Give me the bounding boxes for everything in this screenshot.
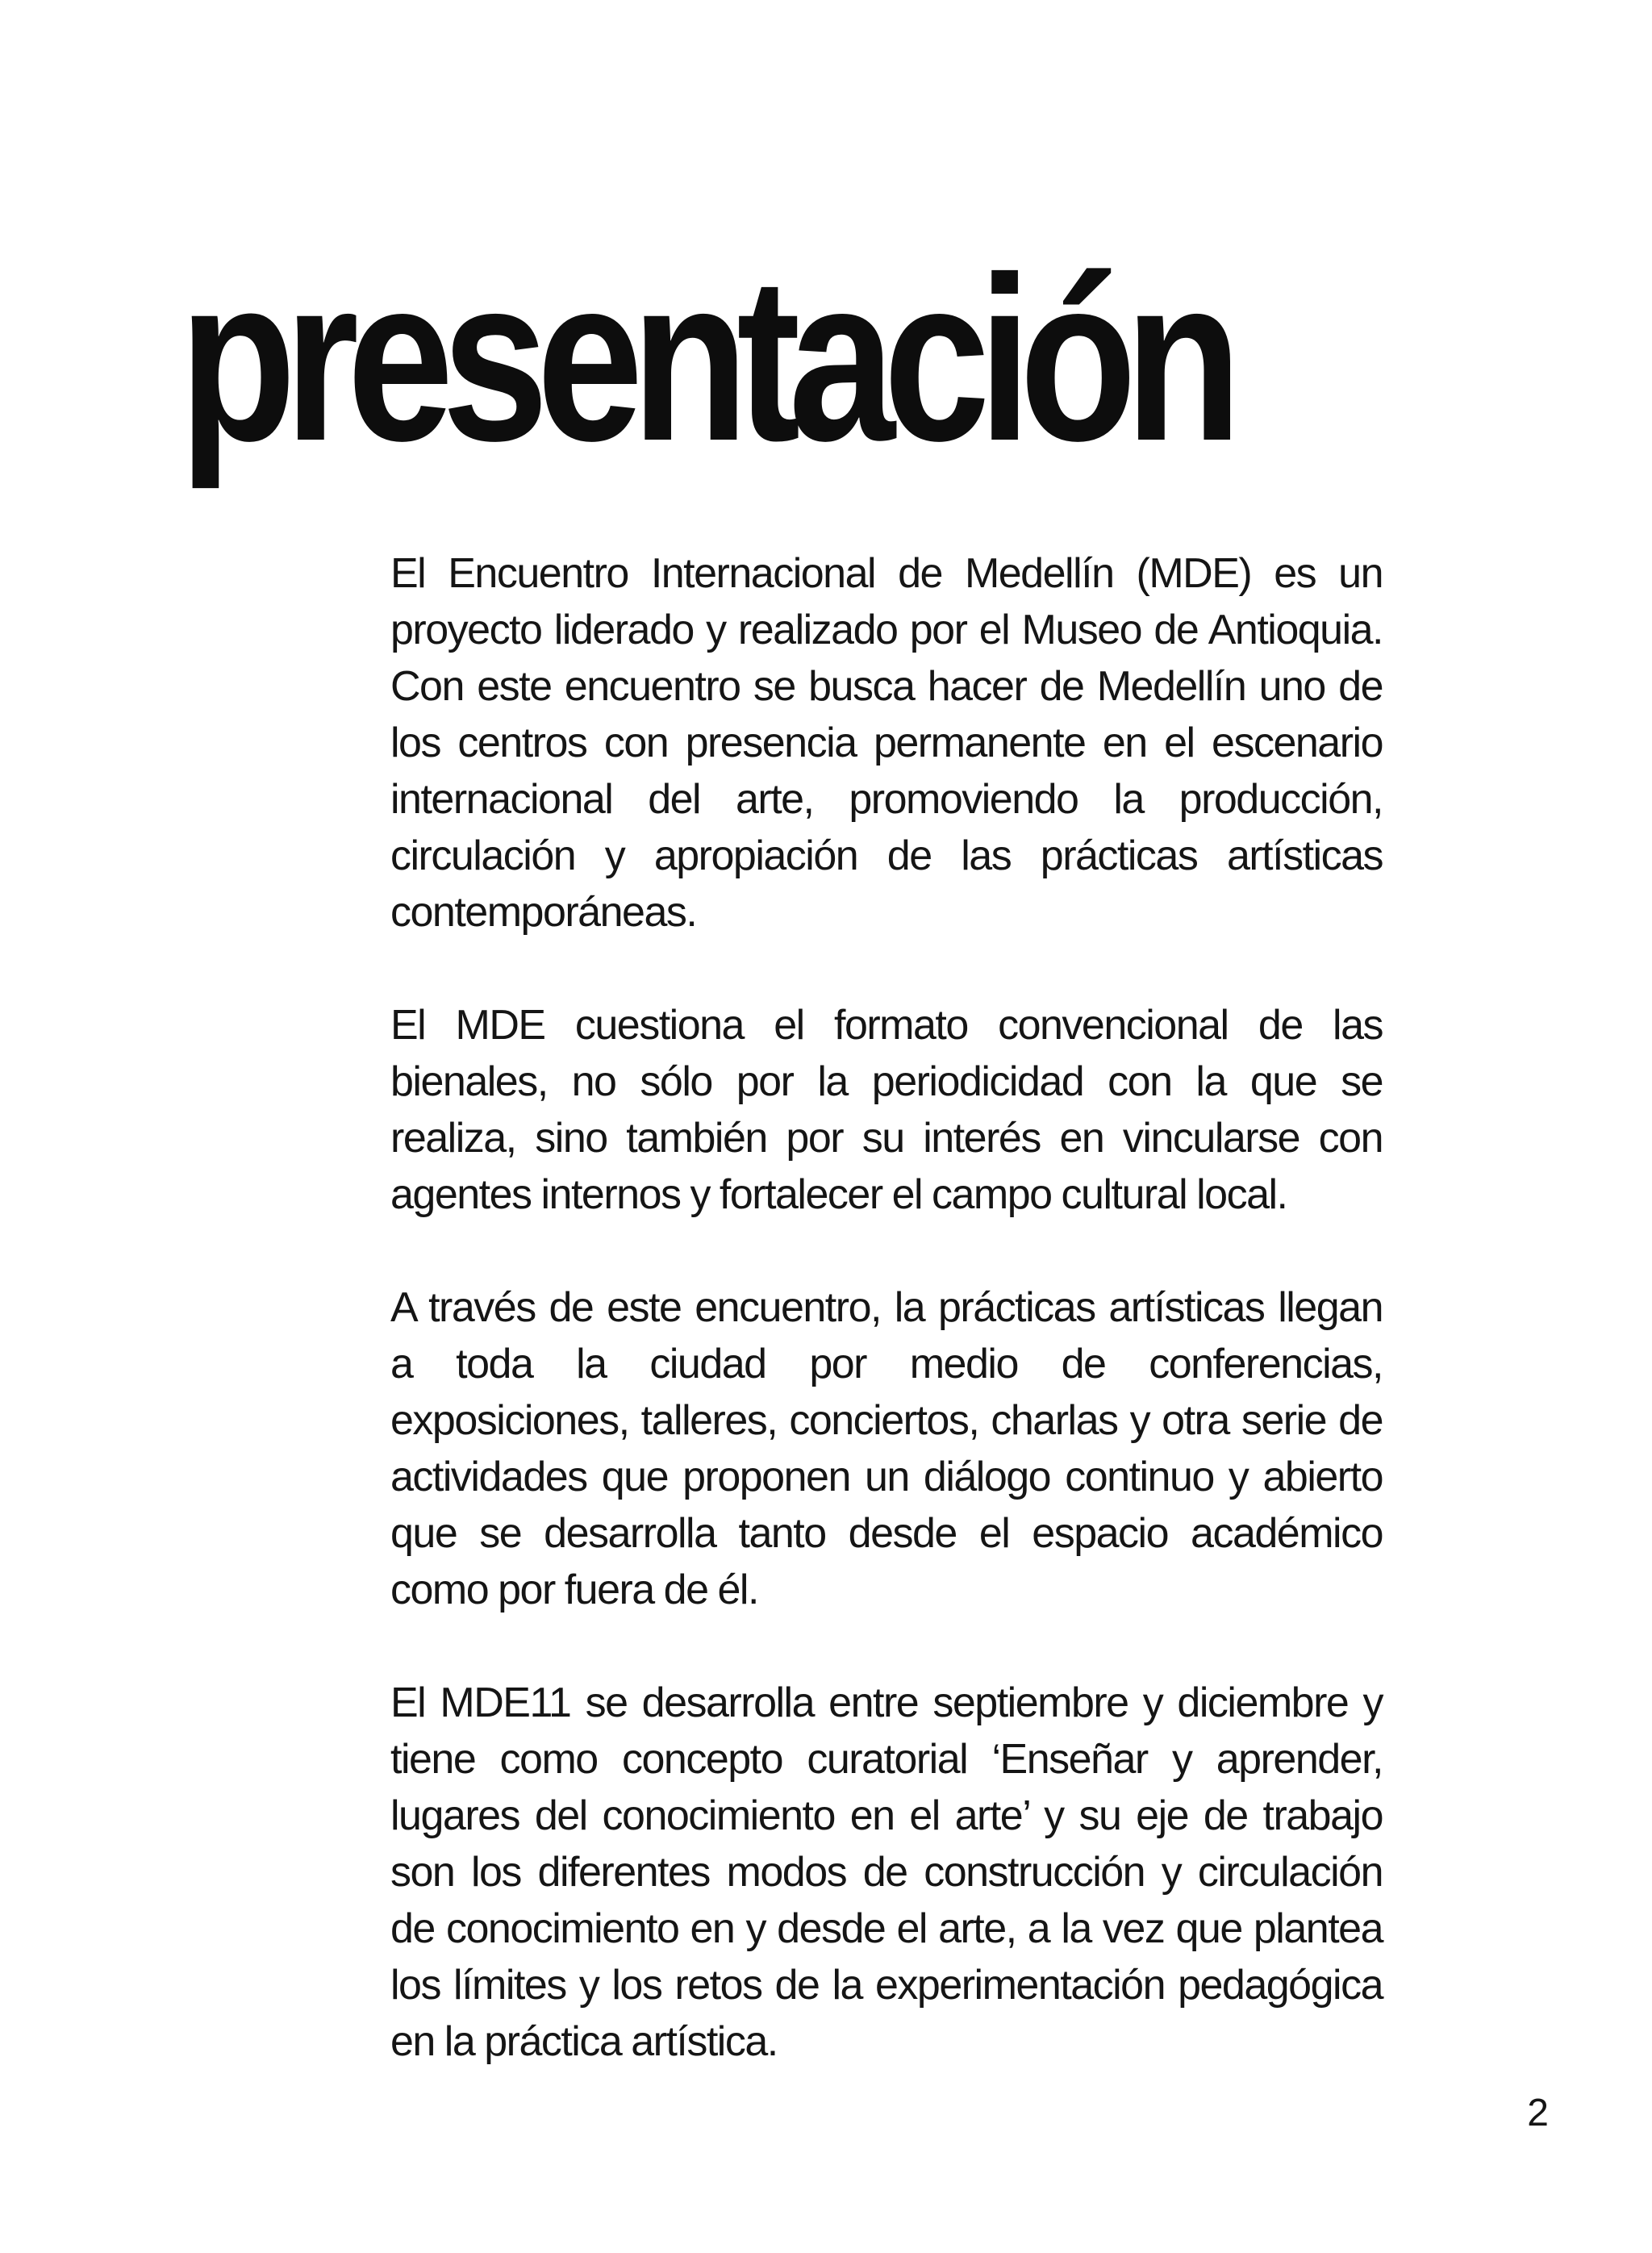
paragraph-4: El MDE11 se desarrolla entre septiembre y diciembre y tiene como concepto curatorial ‘Enseñar y aprender, lugares del conocimiento en el arte’ y su eje de trabajo son los diferentes modos de construcción y circulación de conocimiento en y desde el arte, a la vez que plantea los límites y los retos de la experimentación pedagógica en la práctica artística. — [390, 1679, 1383, 2065]
paragraph-2: El MDE cuestiona el formato convencional de las bienales, no sólo por la periodicidad con la que se realiza, sino también por su interés en vincularse con agentes internos y fortalecer el campo cultural local. — [390, 1002, 1383, 1218]
body-text — [390, 545, 1383, 2070]
paragraph-3: A través de este encuentro, la prácticas artísticas llegan a toda la ciudad por medio de conferencias, exposiciones, talleres, conciertos, charlas y otra serie de actividades que proponen un diálogo continuo y abierto que se desarrolla tanto desde el espacio académico como por fuera de él. — [390, 1284, 1383, 1613]
paragraph-1: El Encuentro Internacional de Medellín (MDE) es un proyecto liderado y realizado por el Museo de Antioquia. Con este encuentro se busca hacer de Medellín uno de los centros con presencia permanente en el escenario internacional del arte, promoviendo la producción, circulación y apropiación de las prácticas artísticas contemporáneas. — [390, 550, 1383, 936]
page-title: presentación — [179, 228, 1230, 490]
page-number: 2 — [1527, 2092, 1549, 2134]
